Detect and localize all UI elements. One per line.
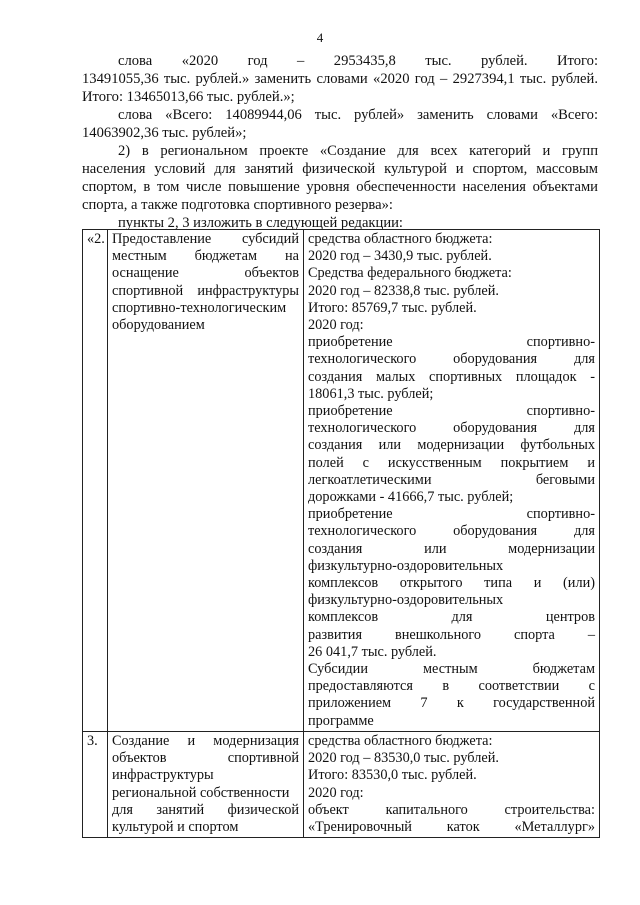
cell-text-line: культурой и спортом — [112, 818, 239, 835]
cell-text-line: комплексов открытого типа и (или) — [308, 575, 595, 592]
cell-text-line: 2020 год – 82338,8 тыс. рублей. — [308, 282, 499, 299]
table-row — [83, 230, 600, 732]
cell-text-line: технологического оборудования для — [308, 523, 595, 540]
row-description — [304, 731, 600, 837]
text-line: спортом, в том числе повышение уровня обеспеченности населения объектами — [82, 179, 598, 195]
cell-text-line: спортивно-технологическим — [112, 299, 287, 316]
text-line: слова «2020 год – 2953435,8 тыс. рублей. Итого: — [118, 53, 598, 69]
row-number: «2. — [83, 230, 108, 732]
cell-text-line: создания или модернизации футбольных — [308, 437, 595, 454]
text-line: слова «Всего: 14089944,06 тыс. рублей» заменить словами «Всего: — [118, 107, 598, 123]
text-line: Итого: 13465013,66 тыс. рублей.»; — [82, 89, 295, 105]
cell-text-line: дорожками - 41666,7 тыс. рублей; — [308, 489, 514, 506]
text-line: 13491055,36 тыс. рублей.» заменить словами «2020 год – 2927394,1 тыс. рублей. — [82, 71, 598, 87]
cell-text-line: 18061,3 тыс. рублей; — [308, 385, 434, 402]
row-description — [304, 230, 600, 732]
paragraph-regional-project — [82, 142, 598, 214]
cell-text-line: Итого: 85769,7 тыс. рублей. — [308, 299, 477, 316]
text-line: населения условий для занятий физической культурой и спортом, массовым — [82, 161, 598, 177]
cell-text-line: Итого: 83530,0 тыс. рублей. — [308, 767, 477, 784]
cell-text-line: «Тренировочный каток «Металлург» — [308, 818, 595, 835]
cell-text-line: создания или модернизации — [308, 540, 595, 557]
cell-text-line: 26 041,7 тыс. рублей. — [308, 643, 437, 660]
cell-text-line: приобретение спортивно- — [308, 334, 595, 351]
text-line: 2) в региональном проекте «Создание для всех категорий и групп — [118, 143, 598, 159]
row-name — [108, 731, 304, 837]
cell-text-line: объектов спортивной — [112, 750, 299, 767]
cell-text-line: приложением 7 к государственной — [308, 695, 595, 712]
cell-text-line: средства областного бюджета: — [308, 231, 493, 247]
cell-text-line: Средства федерального бюджета: — [308, 265, 512, 282]
text-line: пункты 2, 3 изложить в следующей редакции: — [118, 215, 403, 231]
cell-text-line: приобретение спортивно- — [308, 506, 595, 523]
cell-text-line: создания малых спортивных площадок - — [308, 368, 595, 385]
cell-text-line: физкультурно-оздоровительных — [308, 592, 504, 609]
cell-text-line: местным бюджетам на — [112, 248, 299, 265]
row-description-lines — [308, 231, 595, 730]
cell-text-line: инфраструктуры — [112, 767, 214, 784]
cell-text-line: Предоставление субсидий — [112, 231, 299, 247]
cell-text-line: спортивной инфраструктуры — [112, 282, 299, 299]
text-line: 14063902,36 тыс. рублей»; — [82, 125, 247, 141]
cell-text-line: 2020 год: — [308, 784, 364, 801]
cell-text-line: объект капитального строительства: — [308, 801, 595, 818]
cell-text-line: предоставляются в соответствии с — [308, 678, 595, 695]
cell-text-line: технологического оборудования для — [308, 420, 595, 437]
cell-text-line: региональной собственности — [112, 784, 290, 801]
row-number: 3. — [83, 731, 108, 837]
cell-text-line: приобретение спортивно- — [308, 403, 595, 420]
cell-text-line: полей с искусственным покрытием и — [308, 454, 595, 471]
cell-text-line: технологического оборудования для — [308, 351, 595, 368]
cell-text-line: оснащение объектов — [112, 265, 299, 282]
body-text — [82, 52, 598, 232]
cell-text-line: Субсидии местным бюджетам — [308, 661, 595, 678]
text-line: спорта, а также подготовка спортивного резерва»: — [82, 197, 393, 213]
cell-text-line: 2020 год: — [308, 317, 364, 334]
cell-text-line: развития внешкольного спорта – — [308, 626, 595, 643]
cell-text-line: Создание и модернизация — [112, 732, 299, 749]
row-name-lines — [112, 733, 299, 836]
cell-text-line: легкоатлетическими беговыми — [308, 471, 595, 488]
paragraph-replace-total — [82, 106, 598, 142]
cell-text-line: программе — [308, 712, 374, 729]
items-table — [82, 229, 600, 838]
paragraph-replace-2020 — [82, 52, 598, 106]
cell-text-line: 2020 год – 3430,9 тыс. рублей. — [308, 248, 492, 265]
cell-text-line: оборудованием — [112, 317, 205, 334]
cell-text-line: 2020 год – 83530,0 тыс. рублей. — [308, 750, 499, 767]
cell-text-line: для занятий физической — [112, 801, 299, 818]
cell-text-line: физкультурно-оздоровительных — [308, 557, 504, 574]
cell-text-line: комплексов для центров — [308, 609, 595, 626]
table-row — [83, 731, 600, 837]
page-number: 4 — [316, 30, 324, 45]
row-name — [108, 230, 304, 732]
row-description-lines — [308, 733, 595, 836]
row-name-lines — [112, 231, 299, 334]
cell-text-line: средства областного бюджета: — [308, 732, 493, 749]
